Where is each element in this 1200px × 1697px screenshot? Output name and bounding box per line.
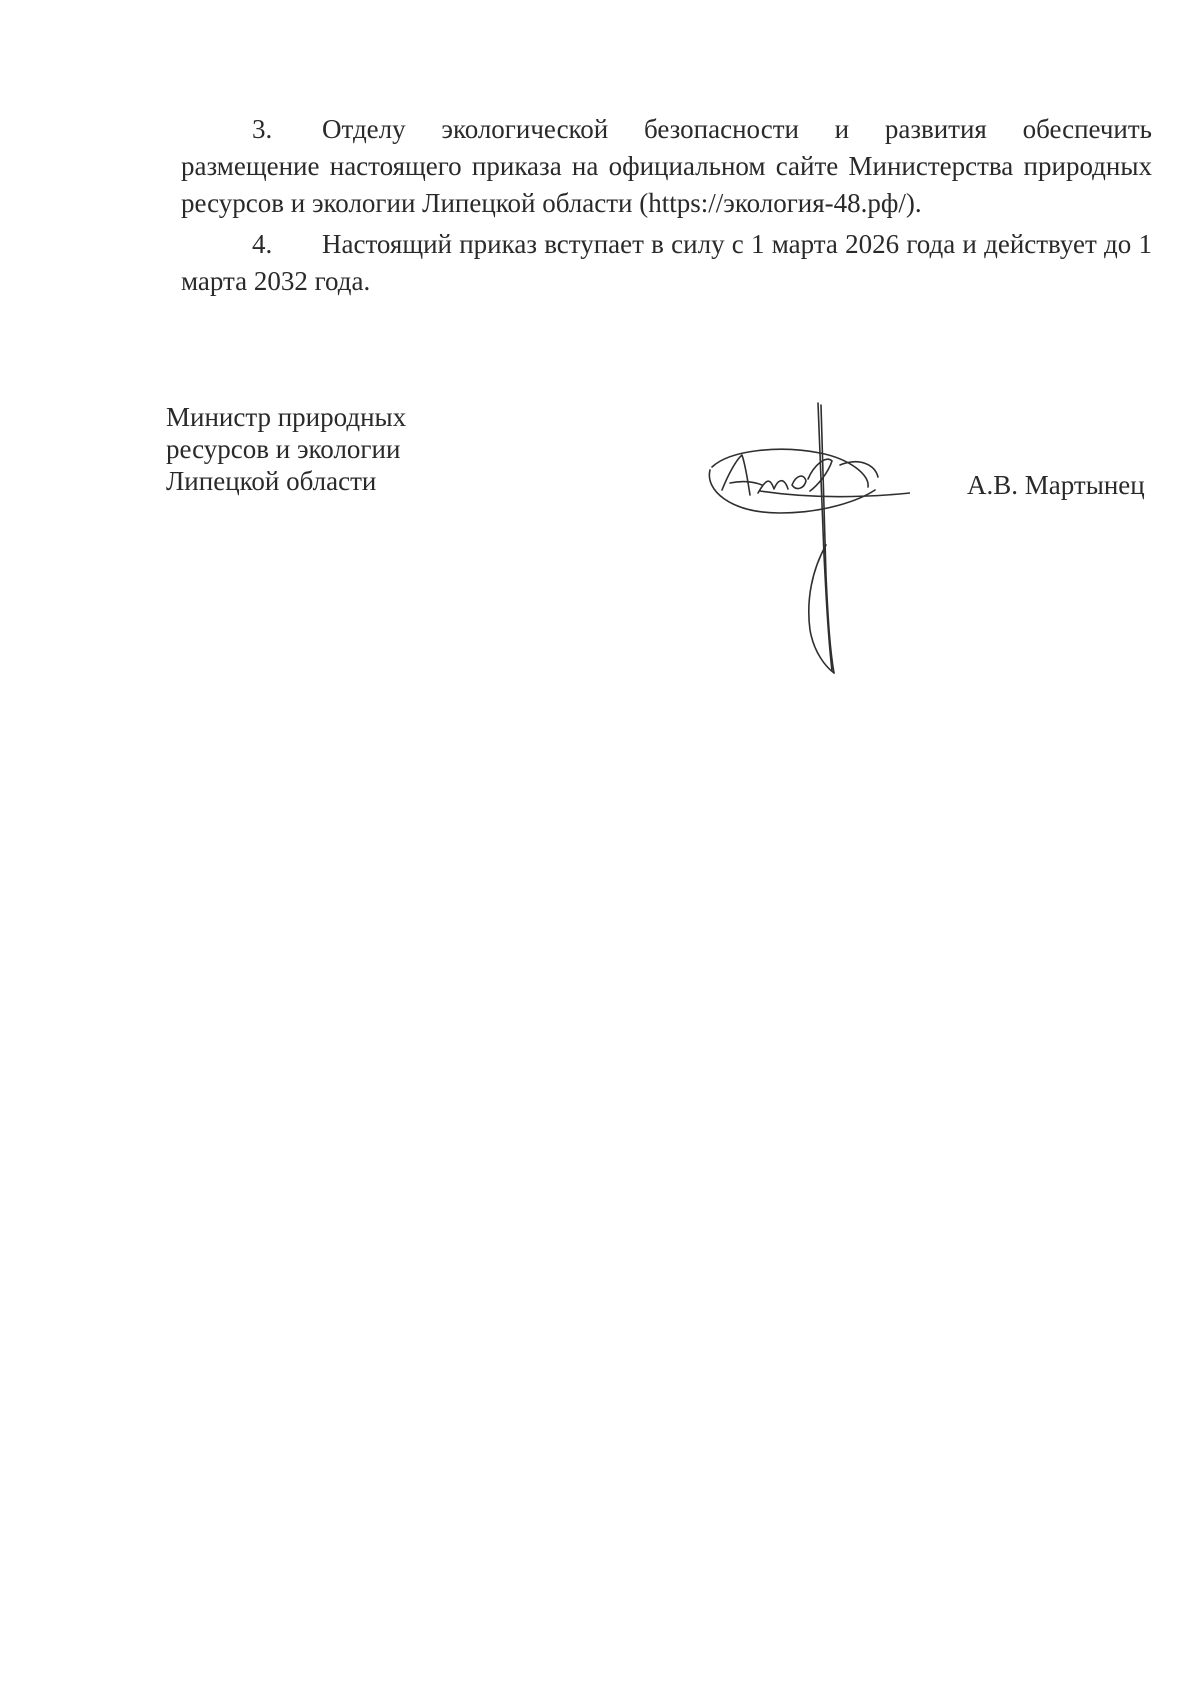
order-item-3-text: Отделу экологической безопасности и развития обеспечить размещение настоящего приказа на официальном сайте Министерства природных ресурсов и экологии Липецкой области (https://экология-48.рф/). (181, 114, 1152, 218)
order-item-4 (181, 226, 1152, 300)
position-line-3: Липецкой области (166, 466, 377, 496)
position-line-2: ресурсов и экологии (166, 434, 401, 464)
order-item-4-text: Настоящий приказ вступает в силу с 1 марта 2026 года и действует до 1 марта 2032 года. (181, 229, 1152, 296)
order-item-3 (181, 111, 1152, 222)
signatory-position (166, 401, 406, 497)
order-item-3-number: 3. (252, 114, 273, 144)
handwritten-signature (700, 395, 910, 685)
order-item-4-number: 4. (252, 229, 273, 259)
position-line-1: Министр природных (166, 402, 407, 432)
signatory-name: А.В. Мартынец (967, 470, 1145, 500)
